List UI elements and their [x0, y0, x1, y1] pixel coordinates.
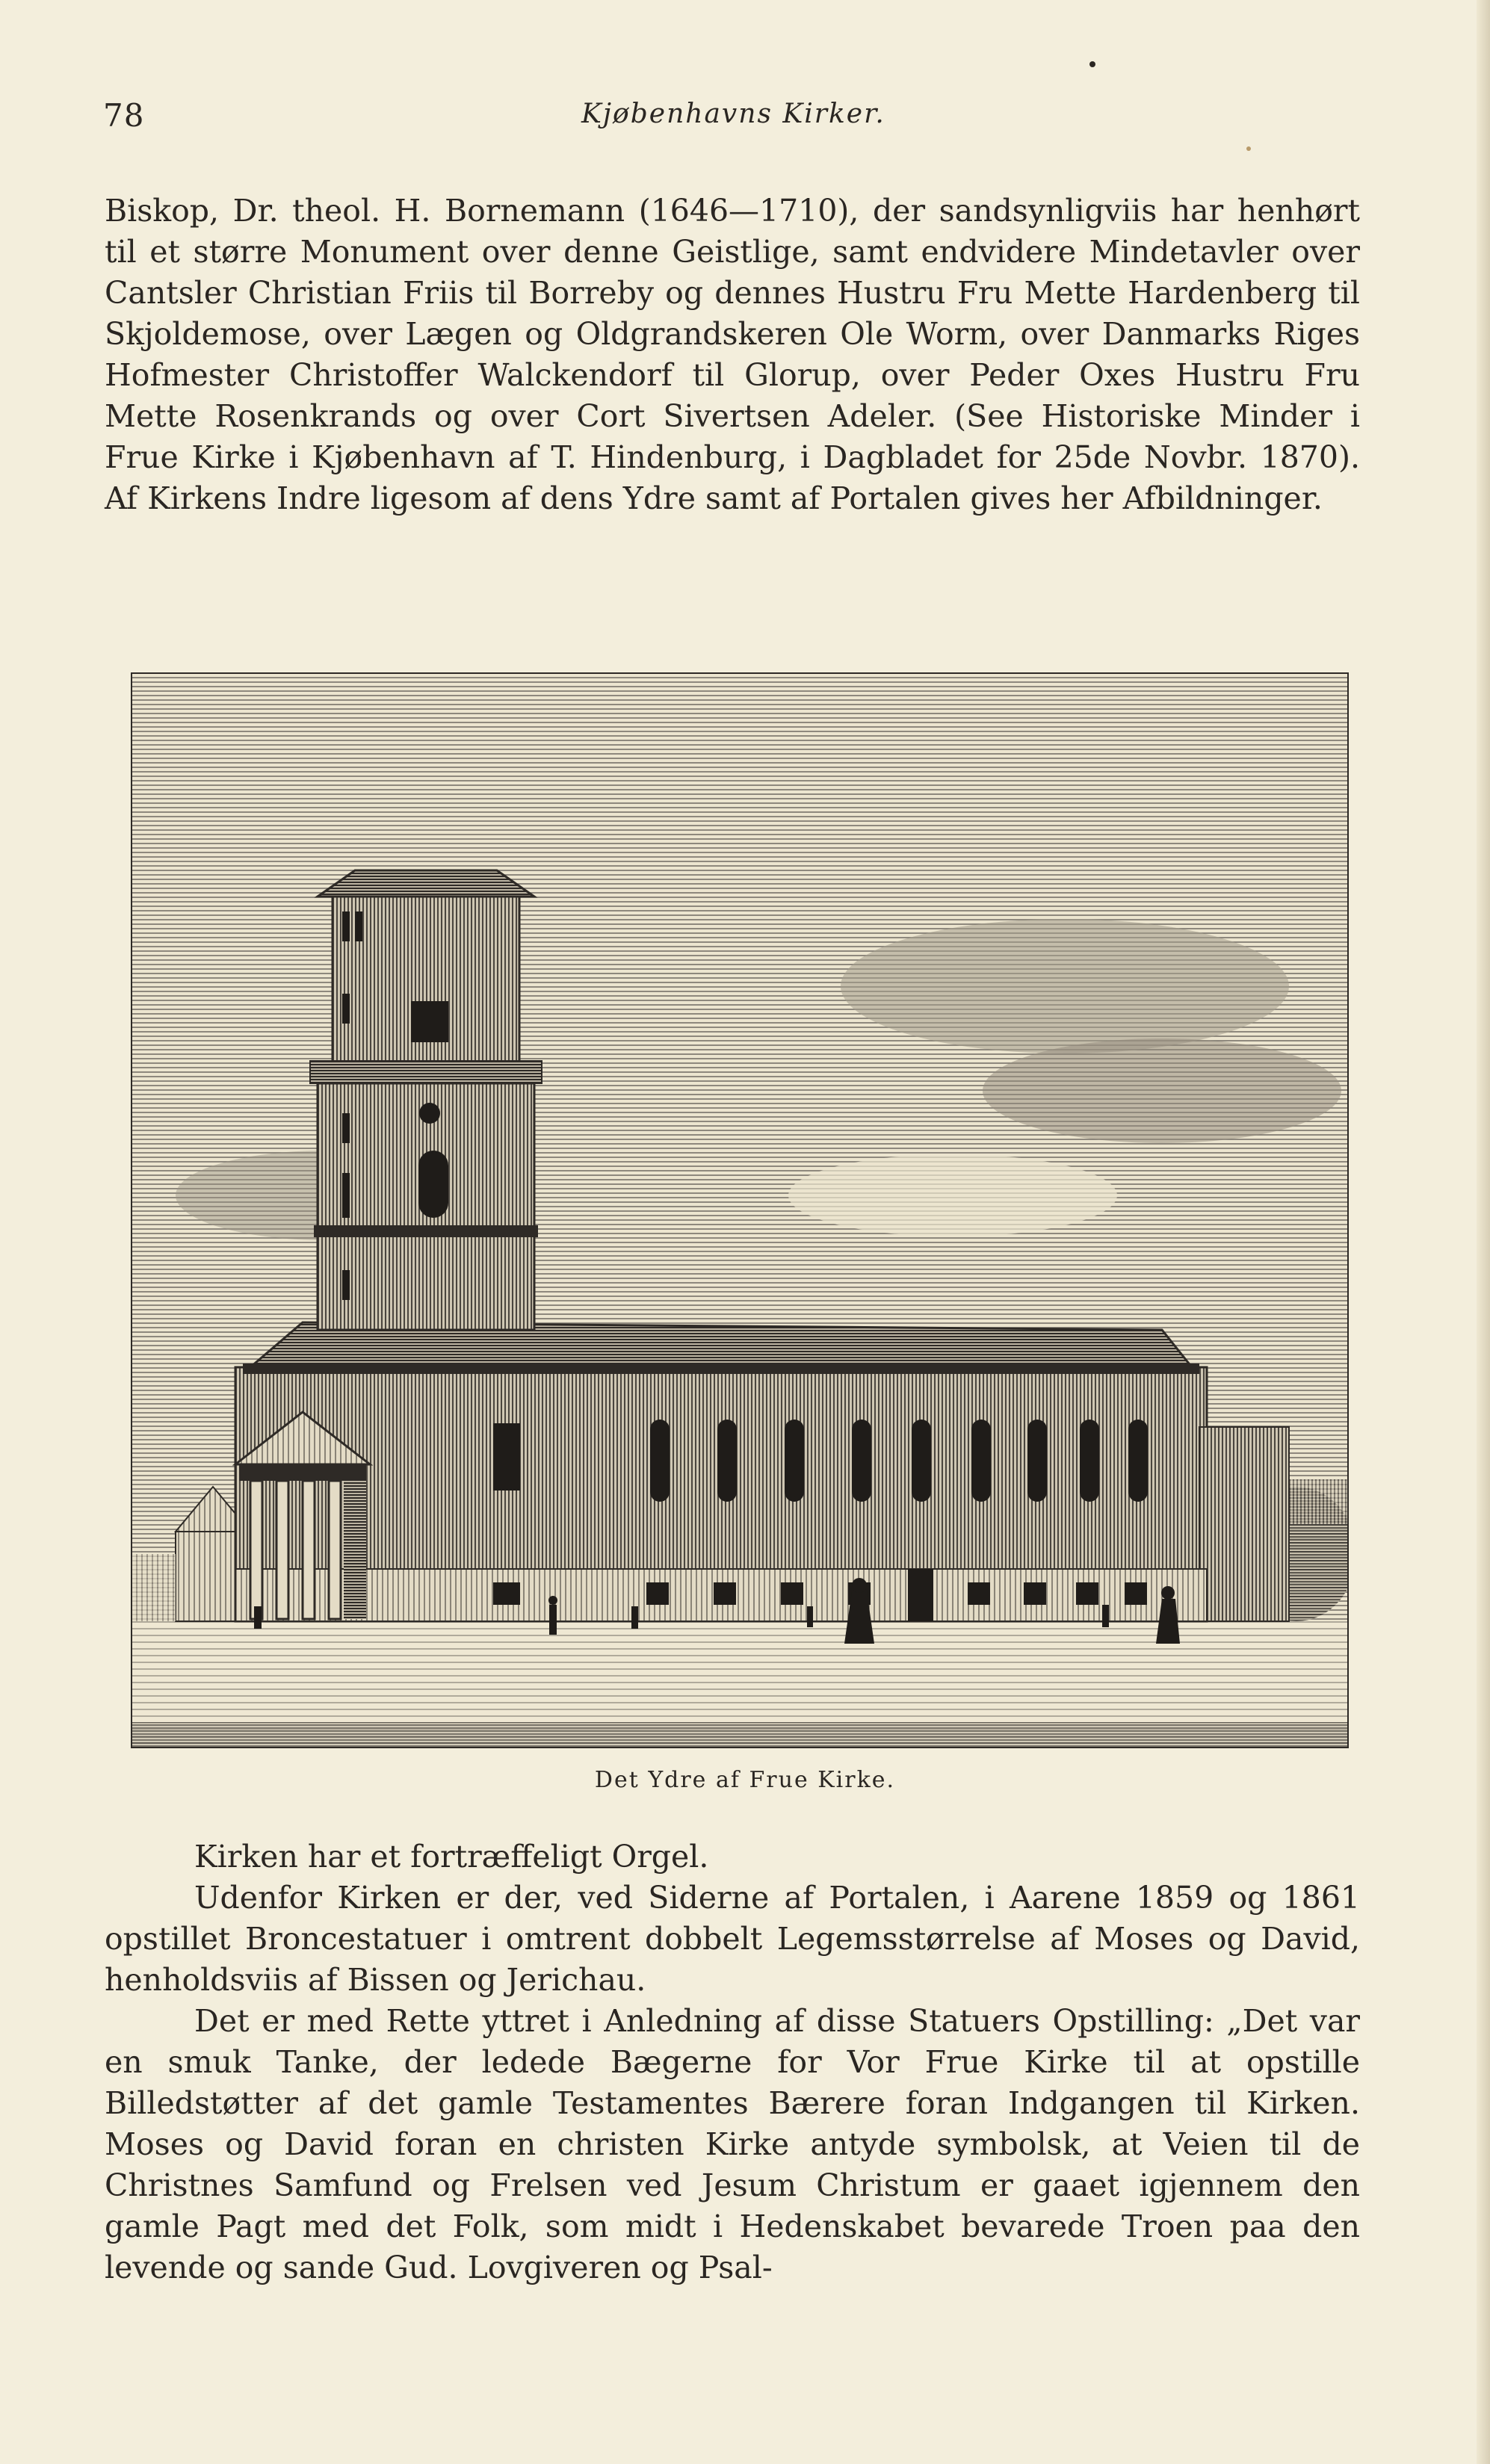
running-head: Kjøbenhavns Kirker. [581, 99, 885, 129]
body-text-top [105, 191, 1360, 519]
cornice [243, 1363, 1199, 1374]
body-text-bottom [105, 1836, 1360, 2288]
page-number: 78 [103, 97, 145, 134]
ink-speck [1089, 61, 1095, 67]
tower-belfry [411, 1001, 448, 1042]
cloud [788, 1154, 1117, 1236]
figure-caption: Det Ydre af Frue Kirke. [594, 1767, 896, 1793]
paragraph: Udenfor Kirken er der, ved Siderne af Portalen, i Aarene 1859 og 1861 opstillet Broncestatuer i omtrent dobbelt Legemsstørrelse af Moses og David, henholdsviis af Bissen og Jerichau. [105, 1880, 1360, 1998]
annex [1199, 1427, 1289, 1621]
ground-shadow [131, 1722, 1349, 1748]
page-edge [1477, 0, 1490, 2464]
tower-ledge [310, 1061, 542, 1083]
paragraph: Biskop, Dr. theol. H. Bornemann (1646—1710), der sandsynligviis har henhørt til et større Monument over denne Geistlige, samt endvidere Mindetavler over Cantsler Christian Friis til Borreby og dennes Hustru Fru Mette Hardenberg til Skjoldemose, over Lægen og Oldgrandskeren Ole Worm, over Danmarks Riges Hofmester Christoffer Walckendorf til Glorup, over Peder Oxes Hustru Fru Mette Rosenkrands og over Cort Sivertsen Adeler. (See Historiske Minder i Frue Kirke i Kjøbenhavn af T. Hindenburg, i Dagbladet for 25de Novbr. 1870). Af Kirkens Indre ligesom af dens Ydre samt af Portalen gives her Afbildninger. [105, 193, 1360, 516]
tower-arch-window [418, 1151, 448, 1218]
side-door [908, 1569, 933, 1621]
portico-entablature [239, 1464, 366, 1481]
portico-shadow [344, 1481, 366, 1619]
ink-speck [1246, 146, 1251, 151]
tower-roof [318, 870, 534, 897]
page-header [103, 97, 1373, 142]
paragraph: Det er med Rette yttret i Anledning af disse Statuers Opstilling: „Det var en smuk Tanke, der ledede Bægerne for Vor Frue Kirke til at opstille Billedstøtter af det gamle Testamentes Bærere foran Indgangen til Kirken. Moses og David foran en christen Kirke antyde symbolsk, at Veien til de Christnes Samfund og Frelsen ved Jesum Christum er gaaet igjennem den gamle Pagt med det Folk, som midt i Hedenskabet bevarede Troen paa den levende og sande Gud. Lovgiveren og Psal- [105, 2003, 1360, 2285]
paragraph: Kirken har et fortræffeligt Orgel. [194, 1839, 709, 1875]
left-house-far [131, 1554, 176, 1621]
cloud [983, 1038, 1341, 1143]
tower-band [314, 1225, 538, 1237]
church-engraving [131, 672, 1349, 1748]
tower-clock [419, 1103, 440, 1124]
cloud [841, 919, 1289, 1053]
